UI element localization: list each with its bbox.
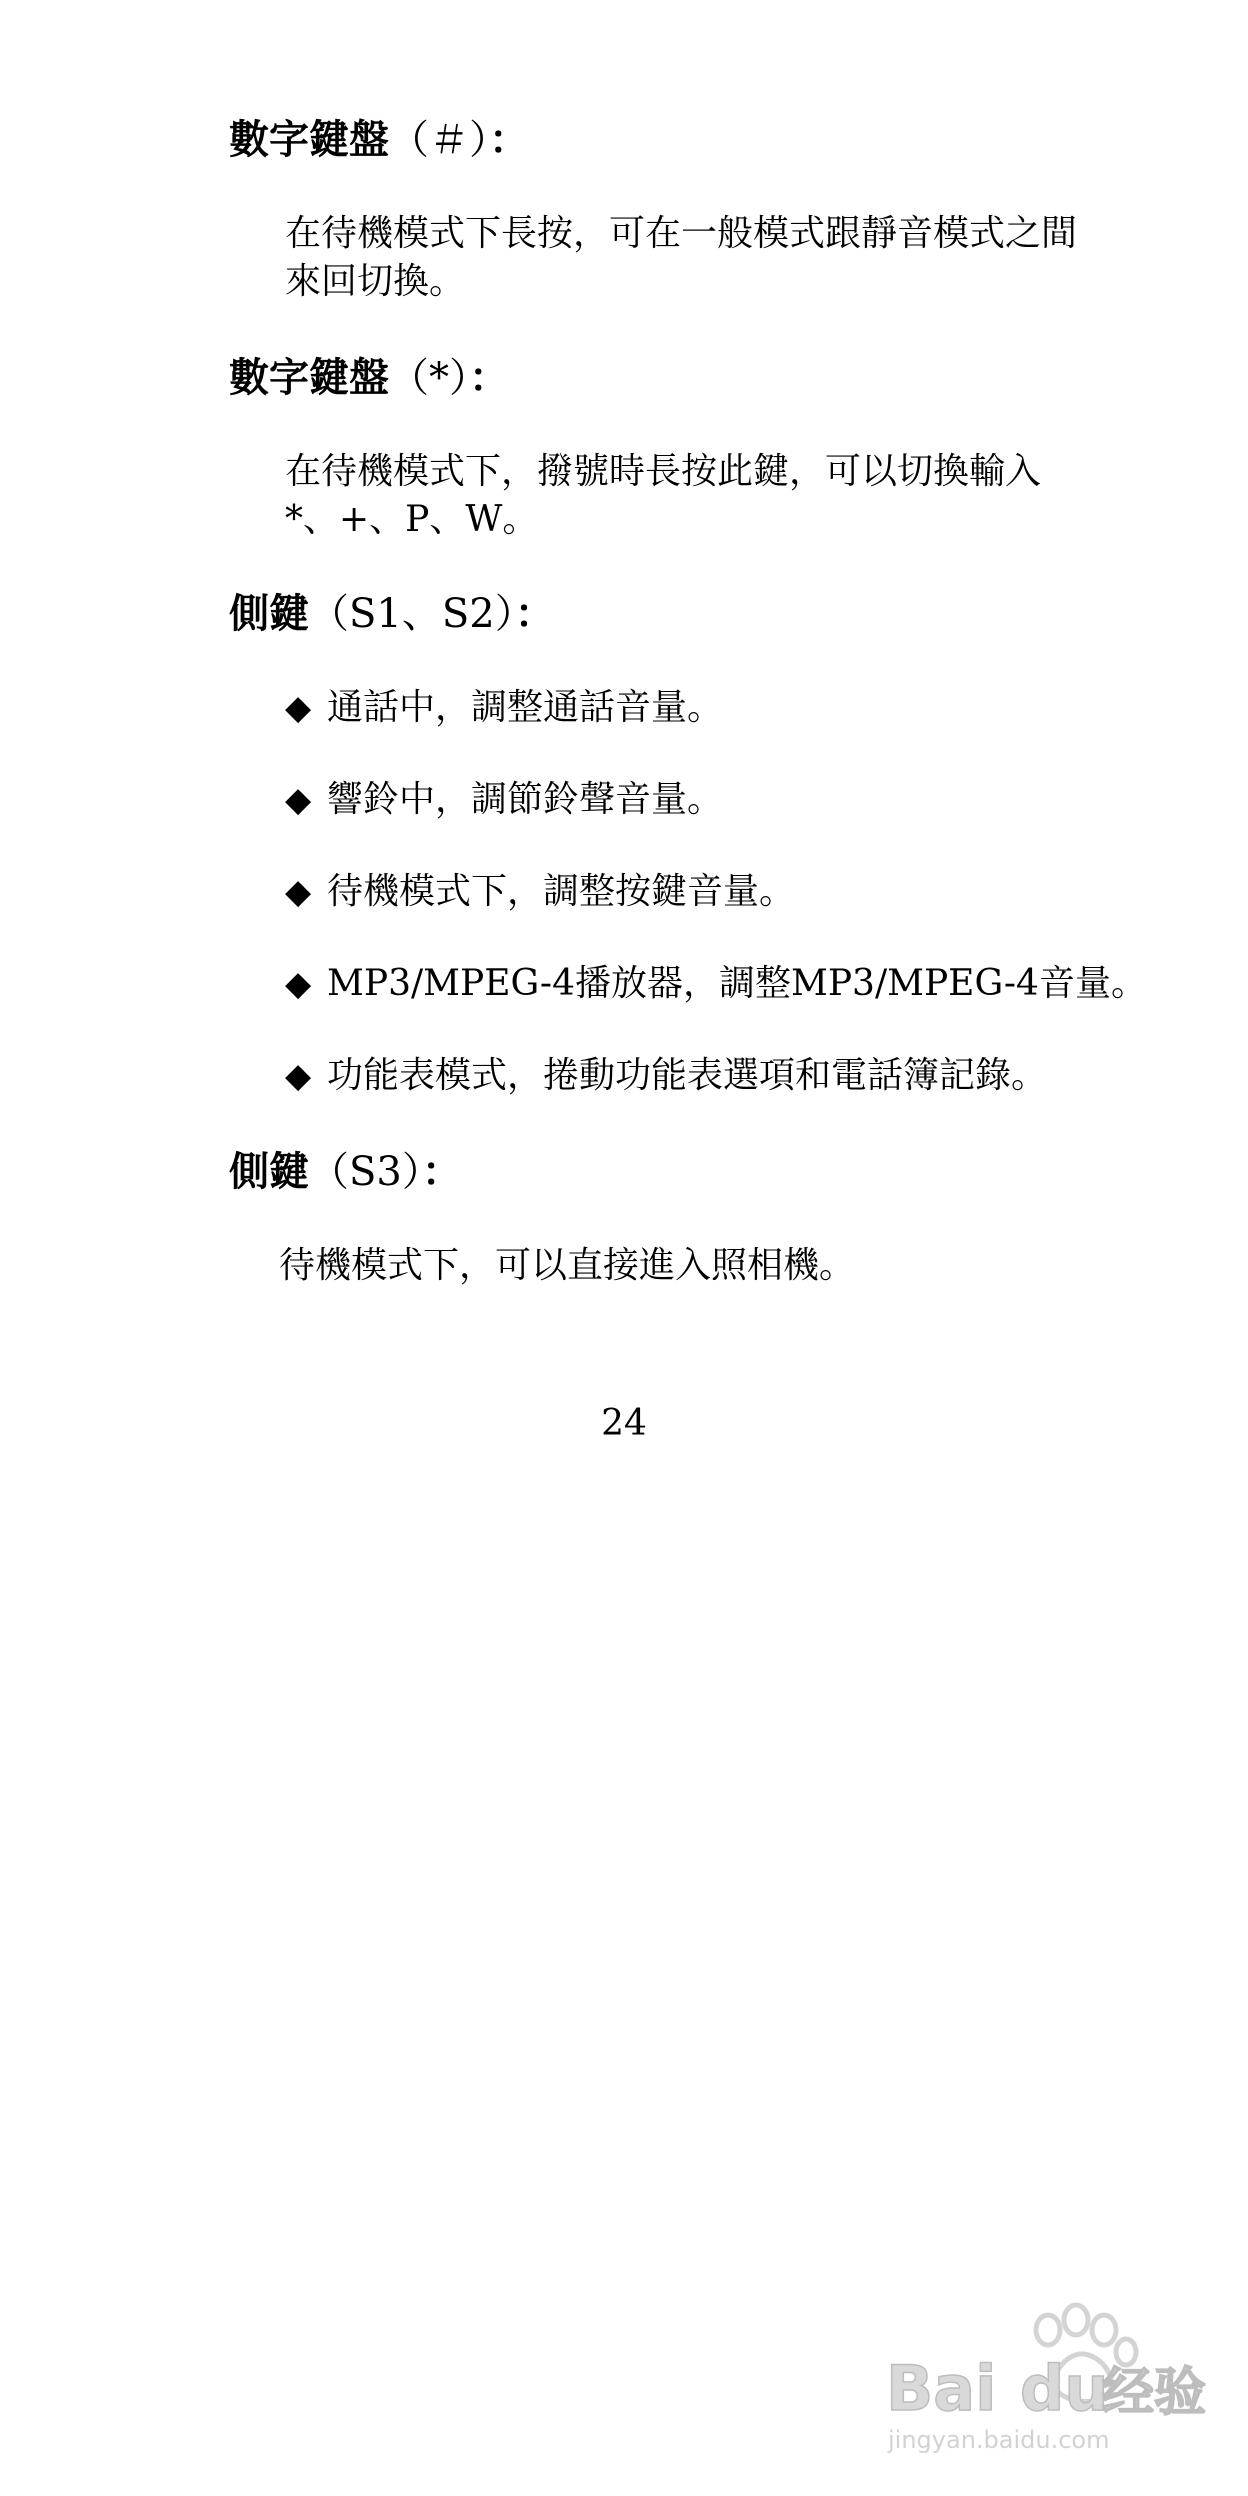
heading-paren: （*）: [389, 355, 469, 401]
section-heading-side-keys-s1-s2: [229, 590, 555, 638]
bullet-item: [285, 1052, 1047, 1100]
diamond-bullet-icon: ◆: [285, 688, 312, 728]
section-heading-star-key: [229, 354, 509, 402]
section-heading-hash-key: [229, 116, 529, 164]
bullet-text: 通話中，調整通話音量。: [327, 687, 724, 728]
section-body-hash-key: [285, 210, 1105, 306]
bullet-text: 功能表模式，捲動功能表選項和電話簿記錄。: [327, 1055, 1048, 1096]
heading-paren: （S3）: [309, 1149, 422, 1195]
bullet-item: [285, 684, 723, 732]
body-line: *、+、P、W。: [285, 499, 539, 540]
watermark-brand-cjk: 经验: [1102, 2363, 1207, 2423]
body-line: 來回切換。: [285, 261, 466, 302]
section-body-star-key: [285, 448, 1105, 544]
heading-title: 數字鍵盤: [229, 355, 389, 401]
paw-logo-icon: [880, 2290, 1207, 2460]
heading-colon: ：: [421, 1149, 462, 1195]
body-line: 待機模式下，可以直接進入照相機。: [279, 1245, 856, 1286]
heading-colon: ：: [489, 117, 529, 163]
bullet-item: [285, 868, 795, 916]
diamond-bullet-icon: ◆: [285, 780, 312, 820]
bullet-text: 待機模式下，調整按鍵音量。: [327, 871, 796, 912]
baidu-jingyan-watermark-logo: [880, 2290, 1207, 2460]
watermark-url: jingyan.baidu.com: [888, 2426, 1110, 2454]
bullet-item: [285, 776, 723, 824]
bullet-text: MP3/MPEG-4播放器，調整MP3/MPEG-4音量。: [327, 963, 1147, 1004]
body-line: 在待機模式下長按，可在一般模式跟靜音模式之間: [285, 213, 1078, 254]
heading-paren: （＃）: [389, 117, 489, 163]
diamond-bullet-icon: ◆: [285, 872, 312, 912]
page-number: 24: [601, 1403, 647, 1444]
watermark-brand-latin: Bai: [886, 2352, 997, 2425]
heading-title: 數字鍵盤: [229, 117, 389, 163]
heading-colon: ：: [514, 591, 555, 637]
watermark-brand-latin-2: du: [1020, 2352, 1109, 2425]
diamond-bullet-icon: ◆: [285, 1056, 312, 1096]
heading-paren: （S1、S2）: [309, 591, 515, 637]
bullet-text: 響鈴中，調節鈴聲音量。: [327, 779, 724, 820]
bullet-item: [285, 960, 1147, 1008]
section-body-side-key-s3: [279, 1242, 1099, 1290]
heading-title: 側鍵: [229, 591, 309, 637]
heading-colon: ：: [469, 355, 509, 401]
diamond-bullet-icon: ◆: [285, 964, 312, 1004]
section-heading-side-key-s3: [229, 1148, 462, 1196]
body-line: 在待機模式下，撥號時長按此鍵，可以切換輸入: [285, 451, 1042, 492]
heading-title: 側鍵: [229, 1149, 309, 1195]
